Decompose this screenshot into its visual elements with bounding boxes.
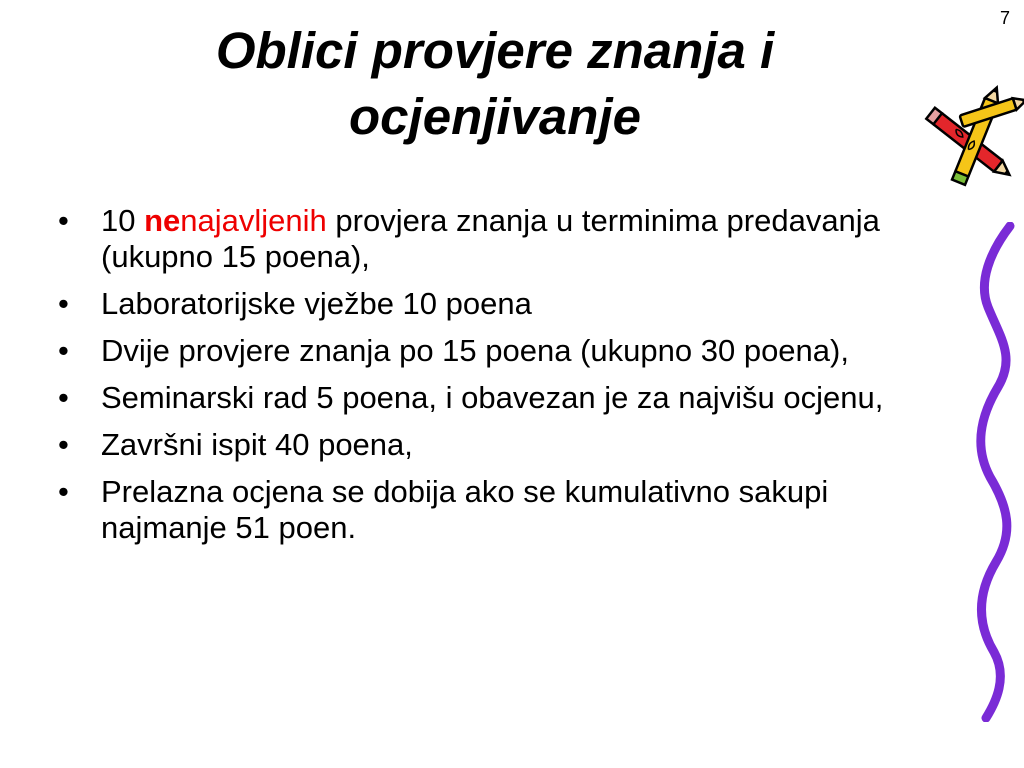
bullet-6-text: Prelazna ocjena se dobija ako se kumulativno sakupi najmanje 51 poen. — [101, 474, 829, 545]
bullet-item-1 — [58, 203, 938, 275]
bullet-item-3 — [58, 333, 938, 369]
bullet-1-prefix: 10 — [101, 203, 145, 238]
bullet-marker: • — [58, 333, 69, 368]
bullet-marker: • — [58, 427, 69, 462]
bullet-1-suffix: provjera znanja u terminima predavanja (ukupno 15 poena), — [101, 203, 880, 274]
bullet-item-2 — [58, 286, 938, 322]
bullet-5-text: Završni ispit 40 poena, — [101, 427, 413, 462]
bullet-2-text: Laboratorijske vježbe 10 poena — [101, 286, 532, 321]
page-number: 7 — [999, 8, 1010, 28]
bullet-item-5 — [58, 427, 938, 463]
pencils-clipart-icon — [916, 82, 1024, 204]
slide-title: Oblici provjere znanja i ocjenjivanje — [215, 22, 775, 145]
bullet-marker: • — [58, 203, 69, 238]
bullet-marker: • — [58, 286, 69, 321]
bullet-marker: • — [58, 474, 69, 509]
purple-squiggle-line — [960, 222, 1024, 722]
bullet-marker: • — [58, 380, 69, 415]
bullet-3-text: Dvije provjere znanja po 15 poena (ukupno 30 poena), — [101, 333, 849, 368]
bullet-1-emphasis-bold: ne — [144, 203, 181, 238]
bullet-item-4 — [58, 380, 938, 416]
bullet-1-emphasis: najavljenih — [180, 203, 327, 238]
bullet-list — [58, 203, 938, 557]
bullet-item-6 — [58, 474, 938, 546]
bullet-4-text: Seminarski rad 5 poena, i obavezan je za najvišu ocjenu, — [101, 380, 884, 415]
